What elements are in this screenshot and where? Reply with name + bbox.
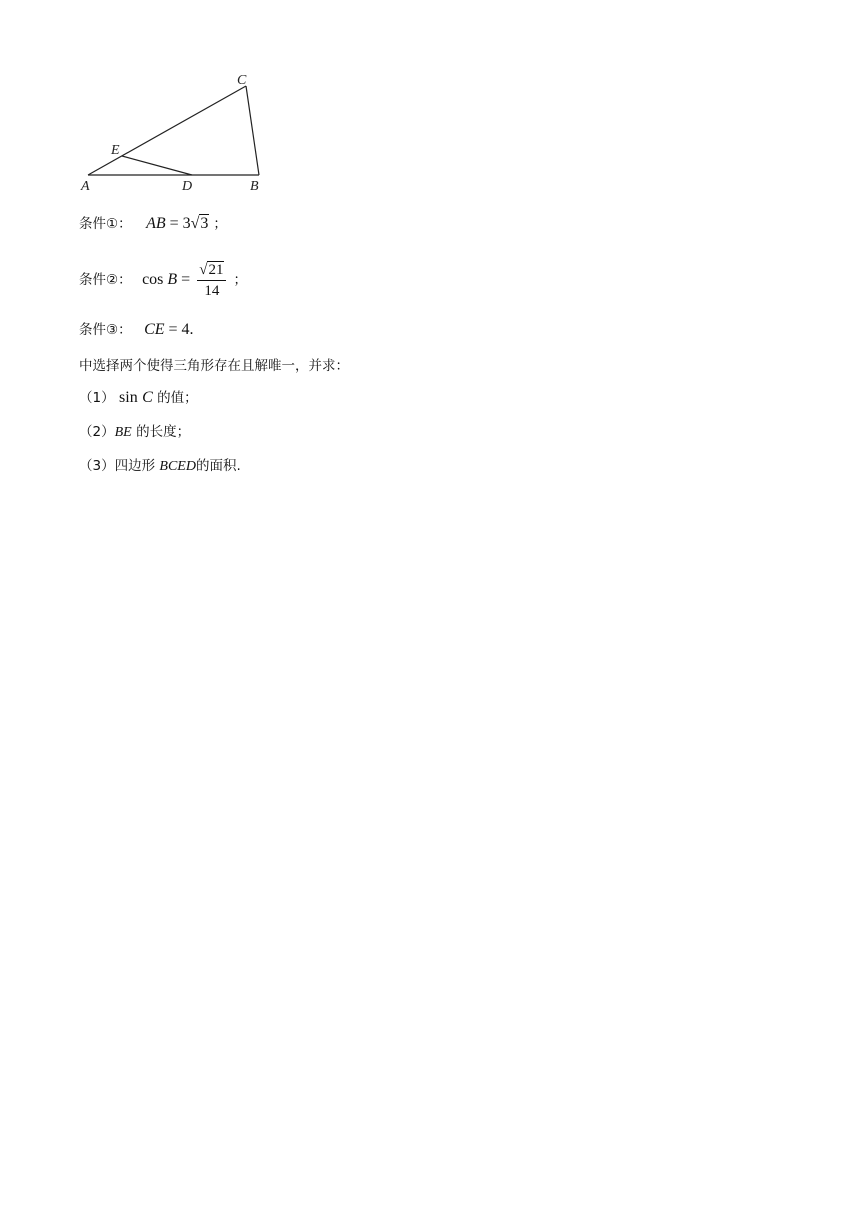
question-1 [79,388,198,408]
vertex-label-c: C [237,73,247,88]
question-3-pre: 四边形 [114,458,160,474]
condition-2-fn: cos [142,271,164,288]
condition-1-label: 条件①： [79,216,132,232]
question-2-text: 的长度； [136,424,191,440]
condition-2-eq: = [181,271,191,288]
sqrt-symbol: √3 [190,215,209,232]
condition-3-label: 条件③： [79,322,132,338]
question-1-text: 的值； [152,390,198,406]
condition-2 [79,258,247,302]
condition-3-formula [144,321,193,338]
question-2 [79,422,190,443]
condition-2-numerator [197,261,226,281]
question-3-number: （3） [79,458,115,474]
segment-bc [246,86,259,175]
question-3-var: BCED [159,459,196,474]
condition-1-eq: = [169,215,179,232]
condition-3-rhs: 4 [181,321,190,338]
segment-ed [122,156,192,175]
condition-2-radicand: 21 [208,261,224,278]
condition-2-end: ； [233,272,247,288]
question-2-var: BE [114,425,132,440]
question-1-number: （1） [79,390,115,406]
condition-3-end: . [189,321,194,338]
condition-2-formula [142,261,233,299]
segment-ac [88,86,246,175]
vertex-label-e: E [111,143,120,158]
triangle-figure [76,70,276,200]
condition-1-coef: 3 [182,215,191,232]
condition-1-lhs: AB [146,215,166,232]
question-3-text: 的面积. [195,458,241,474]
condition-2-label: 条件②： [79,272,132,288]
question-1-fn: sin [119,389,138,406]
condition-1-formula [146,215,213,232]
condition-2-var: B [167,271,178,288]
sqrt-symbol: √21 [199,261,224,278]
question-2-number: （2） [79,424,115,440]
instruction-text: 中选择两个使得三角形存在且解唯一，并求： [79,358,349,374]
condition-3-eq: = [168,321,178,338]
condition-1-radicand: 3 [200,215,209,232]
condition-1-end: ； [213,216,227,232]
question-1-var: C [142,389,153,406]
vertex-label-a: A [81,179,90,194]
condition-2-fraction [197,261,226,300]
condition-3 [79,320,194,340]
vertex-label-d: D [182,179,193,194]
condition-2-denominator: 14 [204,282,220,299]
condition-1 [79,214,227,234]
vertex-label-b: B [250,179,259,194]
condition-3-lhs: CE [144,321,165,338]
question-3 [79,456,241,477]
